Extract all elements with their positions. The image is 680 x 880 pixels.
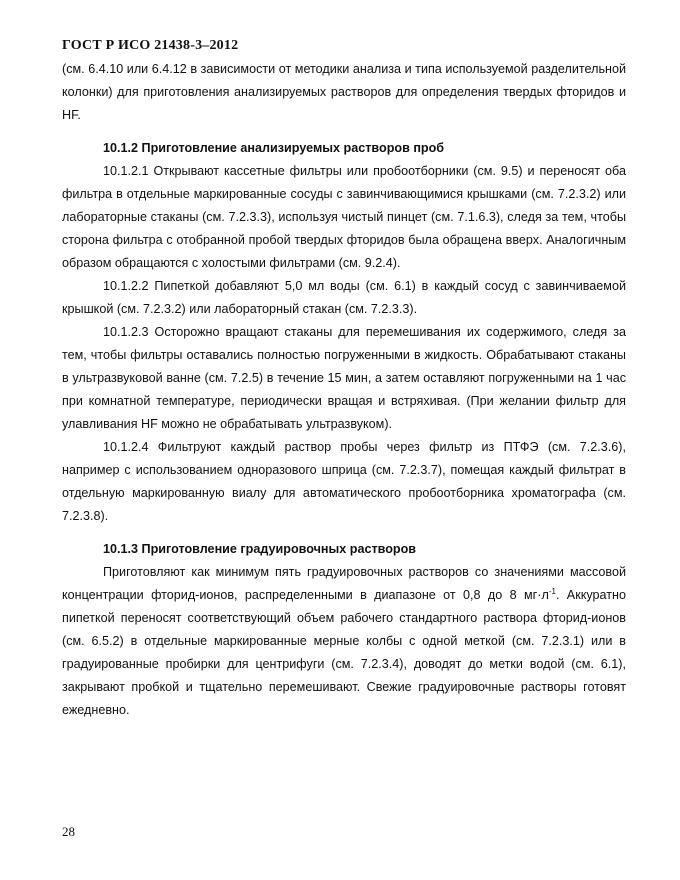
- paragraph-10-1-3-part1: Приготовляют как минимум пять градуировочных растворов со значениями массовой концентрации фторид-ионов, распределенными в диапазоне от 0,8 до 8 мг·л: [62, 565, 626, 602]
- paragraph-10-1-2-3: 10.1.2.3 Осторожно вращают стаканы для перемешивания их содержимого, следя за тем, чтобы фильтры оставались полностью погруженными в жидкость. Обрабатывают стаканы в ультразвуковой ванне (см. 7.2.5) в течение 15 мин, а затем оставляют погруженными на 1 час при комнатной температуре, периодически вращая и встряхивая. (При желании фильтр для улавливания HF можно не обрабатывать ультразвуком).: [62, 325, 626, 431]
- paragraph-10-1-3-part2: . Аккуратно пипеткой переносят соответствующий объем рабочего стандартного раствора фторид-ионов (см. 6.5.2) в отдельные маркированные мерные колбы с одной меткой (см. 7.2.3.1) или в градуированные пробирки для центрифуги (см. 7.2.3.4), доводят до метки водой (см. 6.1), закрывают пробкой и тщательно перемешивают. Свежие градуировочные растворы готовят ежедневно.: [62, 588, 626, 717]
- page-number: 28: [62, 824, 75, 839]
- section-heading-10-1-2: 10.1.2 Приготовление анализируемых растворов проб: [103, 141, 445, 155]
- paragraph-10-1-2-2: 10.1.2.2 Пипеткой добавляют 5,0 мл воды (см. 6.1) в каждый сосуд с завинчиваемой крышкой (см. 7.2.3.2) или лабораторный стакан (см. 7.2.3.3).: [62, 279, 626, 316]
- section-heading-10-1-3: 10.1.3 Приготовление градуировочных растворов: [103, 542, 417, 556]
- intro-paragraph: (см. 6.4.10 или 6.4.12 в зависимости от методики анализа и типа используемой разделительной колонки) для приготовления анализируемых растворов для определения твердых фторидов и HF.: [62, 62, 626, 122]
- paragraph-10-1-2-4: 10.1.2.4 Фильтруют каждый раствор пробы через фильтр из ПТФЭ (см. 7.2.3.6), например с использованием одноразового шприца (см. 7.2.3.7), помещая каждый фильтрат в отдельную маркированную виалу для автоматического пробоотборника хроматографа (см. 7.2.3.8).: [62, 440, 626, 523]
- unit-superscript: -1: [548, 586, 556, 596]
- paragraph-10-1-2-1: 10.1.2.1 Открывают кассетные фильтры или пробоотборники (см. 9.5) и переносят оба фильтра в отдельные маркированные сосуды с завинчивающимися крышками (см. 7.2.3.2) или лабораторные стаканы (см. 7.2.3.3), используя чистый пинцет (см. 7.1.6.3), следя за тем, чтобы сторона фильтра с отобранной пробой твердых фторидов была обращена вверх. Аналогичным образом обращаются с холостыми фильтрами (см. 9.2.4).: [62, 164, 626, 270]
- paragraph-10-1-3: [62, 561, 626, 722]
- document-body: [62, 58, 626, 722]
- document-header: ГОСТ Р ИСО 21438-3–2012: [62, 38, 239, 53]
